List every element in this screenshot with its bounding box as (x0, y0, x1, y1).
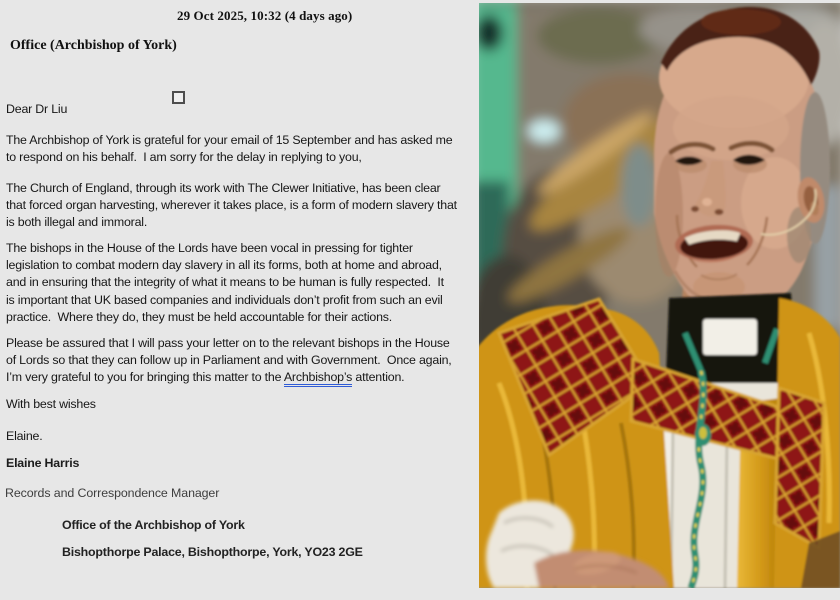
paragraph-line: legislation to combat modern day slavery in all its forms, both at home and abroad, (6, 258, 442, 273)
paragraph-line: is important that UK based companies and individuals don’t profit from such an evil (6, 292, 443, 307)
signoff: Elaine. (6, 429, 43, 443)
broken-image-placeholder-icon[interactable] (172, 91, 185, 104)
line-suffix: attention. (352, 370, 405, 385)
paragraph-4 (6, 335, 452, 387)
signature-address: Bishopthorpe Palace, Bishopthorpe, York, YO23 2GE (62, 545, 363, 559)
paragraph-3 (6, 240, 444, 326)
paragraph-line: practice. Where they do, they must be held accountable for their actions. (6, 309, 393, 324)
paragraph-line: The bishops in the House of the Lords have been vocal in pressing for tighter (6, 241, 413, 255)
signature-name: Elaine Harris (6, 456, 80, 470)
paragraph-line: Please be assured that I will pass your letter on to the relevant bishops in the House (6, 336, 450, 350)
closing: With best wishes (6, 397, 96, 411)
paragraph-line: of Lords so that they can follow up in Parliament and with Government. Once again, (6, 353, 452, 368)
paragraph-line: that forced organ harvesting, wherever it takes place, is a form of modern slavery that (6, 198, 457, 213)
paragraph-line: is both illegal and immoral. (6, 215, 148, 230)
signature-org: Office of the Archbishop of York (62, 518, 245, 532)
white-tab-collar (703, 319, 757, 355)
line-prefix: I’m very grateful to you for bringing this matter to the (6, 370, 284, 385)
salutation: Dear Dr Liu (6, 102, 68, 116)
paragraph-line: The Archbishop of York is grateful for your email of 15 September and has asked me (6, 133, 453, 147)
paragraph-2 (6, 180, 457, 232)
paragraph-1 (6, 132, 452, 166)
paragraph-line: and in ensuring that the integrity of what it means to be human is fully respected. It (6, 275, 444, 290)
email-timestamp: 29 Oct 2025, 10:32 (4 days ago) (177, 8, 353, 23)
archbishops-underlined-link[interactable]: Archbishop’s (284, 370, 352, 387)
paragraph-line (6, 369, 452, 386)
paragraph-line: The Church of England, through its work with The Clewer Initiative, has been clear (6, 181, 441, 195)
orphrey-band-right (775, 388, 824, 548)
email-sender: Office (Archbishop of York) (10, 38, 177, 53)
signature-role: Records and Correspondence Manager (5, 486, 220, 500)
paragraph-line: to respond on his behalf. I am sorry for the delay in replying to you, (6, 150, 362, 165)
archbishop-photo (479, 3, 840, 588)
